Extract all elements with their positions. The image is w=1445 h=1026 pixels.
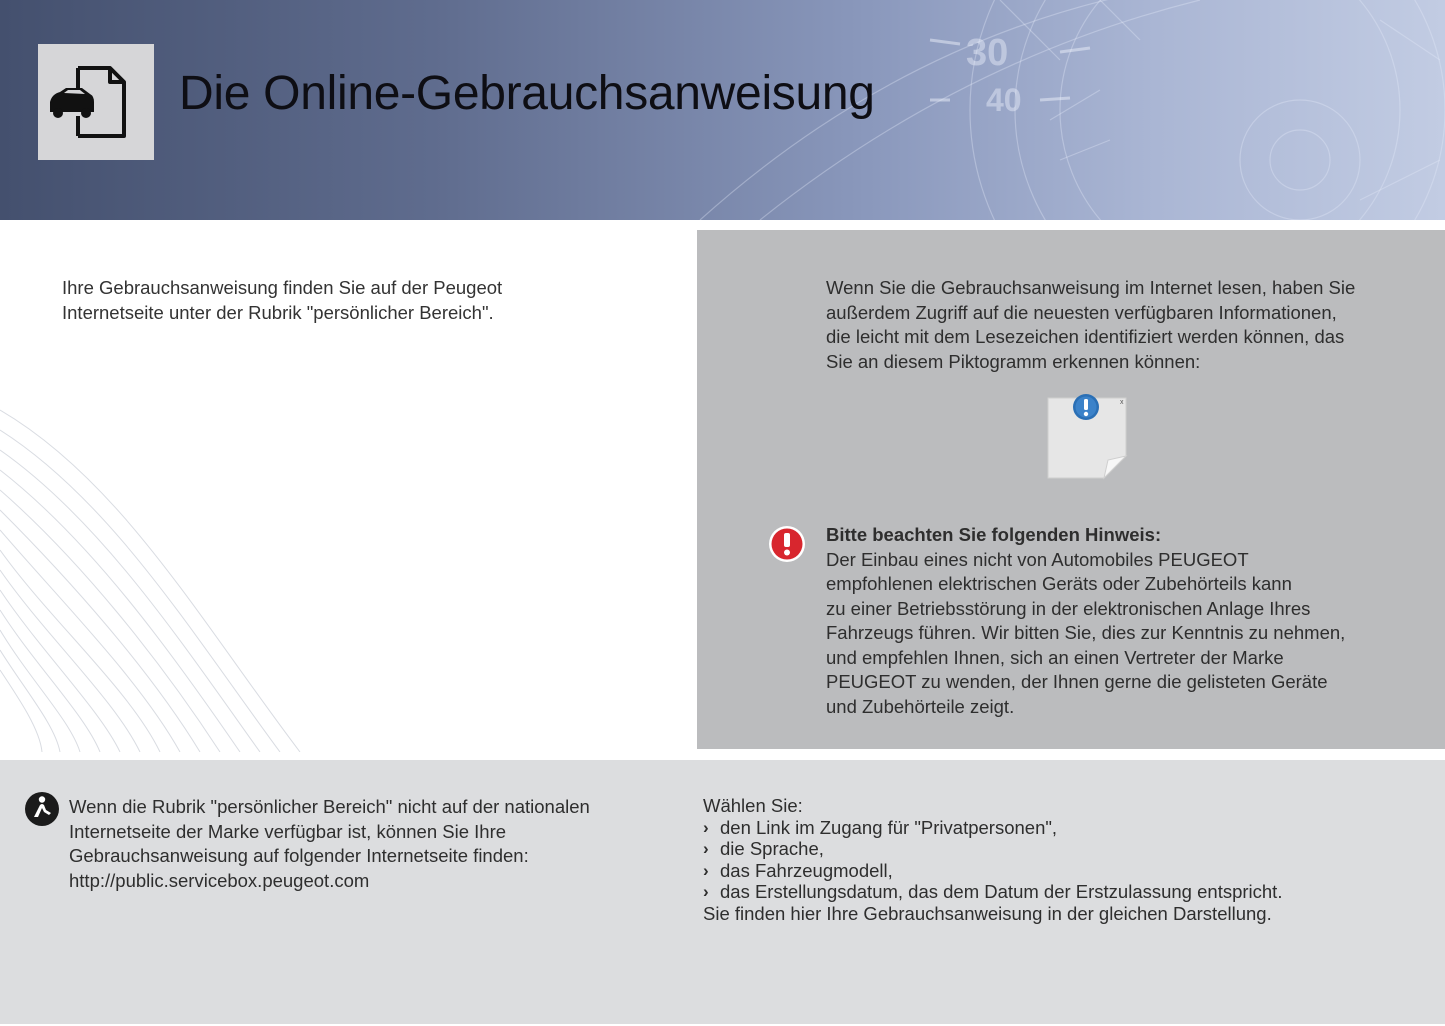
info-line: Sie an diesem Piktogramm erkennen können:: [826, 350, 1201, 372]
list-item: [703, 881, 1423, 903]
chevron-right-icon: ›: [703, 882, 709, 901]
info-bookmark-icon: [1046, 394, 1130, 480]
step-text: die Sprache,: [720, 838, 824, 859]
warning-line: zu einer Betriebsstörung in der elektronischen Anlage Ihres: [826, 597, 1311, 619]
svg-text:x: x: [1120, 399, 1124, 406]
warning-line: und empfehlen Ihnen, sich an einen Vertreter der Marke: [826, 646, 1284, 668]
intro-line: Internetseite unter der Rubrik "persönlicher Bereich".: [62, 301, 494, 323]
chevron-right-icon: ›: [703, 839, 709, 858]
warning-line: Der Einbau eines nicht von Automobiles PEUGEOT: [826, 548, 1249, 570]
tip-text: [69, 795, 669, 893]
chevron-right-icon: ›: [703, 860, 709, 880]
warning-heading: Bitte beachten Sie folgenden Hinweis:: [826, 524, 1162, 545]
car-document-icon: [38, 44, 154, 160]
steps-block: [703, 795, 1423, 924]
list-item: [703, 860, 1423, 882]
step-text: den Link im Zugang für "Privatpersonen",: [720, 816, 1058, 838]
steps-list: [703, 817, 1423, 903]
intro-text: [62, 276, 622, 325]
header-icon-box: [38, 44, 154, 160]
tip-hand-icon: [24, 791, 60, 827]
decorative-wave-lines: [0, 400, 320, 752]
info-line: die leicht mit dem Lesezeichen identifiziert werden können, das: [826, 326, 1345, 347]
list-item: [703, 838, 1423, 860]
list-item: [703, 817, 1423, 839]
info-line: außerdem Zugriff auf die neuesten verfügbaren Informationen,: [826, 301, 1337, 323]
step-text: das Erstellungsdatum, das dem Datum der Erstzulassung entspricht.: [720, 881, 1283, 902]
warning-block: [826, 523, 1396, 719]
warning-line: empfohlenen elektrischen Geräts oder Zubehörteils kann: [826, 573, 1292, 594]
warning-line: und Zubehörteile zeigt.: [826, 695, 1015, 717]
info-text: [826, 276, 1396, 374]
info-line: Wenn Sie die Gebrauchsanweisung im Internet lesen, haben Sie: [826, 277, 1356, 298]
header-banner: [0, 0, 1445, 220]
chevron-right-icon: ›: [703, 817, 709, 837]
intro-line: Ihre Gebrauchsanweisung finden Sie auf der Peugeot: [62, 277, 503, 298]
warning-line: Fahrzeugs führen. Wir bitten Sie, dies zur Kenntnis zu nehmen,: [826, 622, 1346, 643]
steps-outro: Sie finden hier Ihre Gebrauchsanweisung in der gleichen Darstellung.: [703, 902, 1272, 924]
tip-line: Internetseite der Marke verfügbar ist, können Sie Ihre: [69, 820, 507, 842]
speedometer-number-30: 30: [966, 32, 1009, 74]
steps-intro: Wählen Sie:: [703, 795, 803, 816]
step-text: das Fahrzeugmodell,: [720, 859, 893, 881]
tip-line: Gebrauchsanweisung auf folgender Internetseite finden:: [69, 845, 529, 866]
page-title: Die Online-Gebrauchsanweisung: [179, 67, 875, 120]
tip-line: Wenn die Rubrik "persönlicher Bereich" nicht auf der nationalen: [69, 796, 590, 817]
speedometer-number-40: 40: [986, 82, 1022, 118]
warning-line: PEUGEOT zu wenden, der Ihnen gerne die gelisteten Geräte: [826, 671, 1328, 692]
tip-url: http://public.servicebox.peugeot.com: [69, 869, 370, 891]
warning-exclamation-icon: [768, 525, 806, 563]
